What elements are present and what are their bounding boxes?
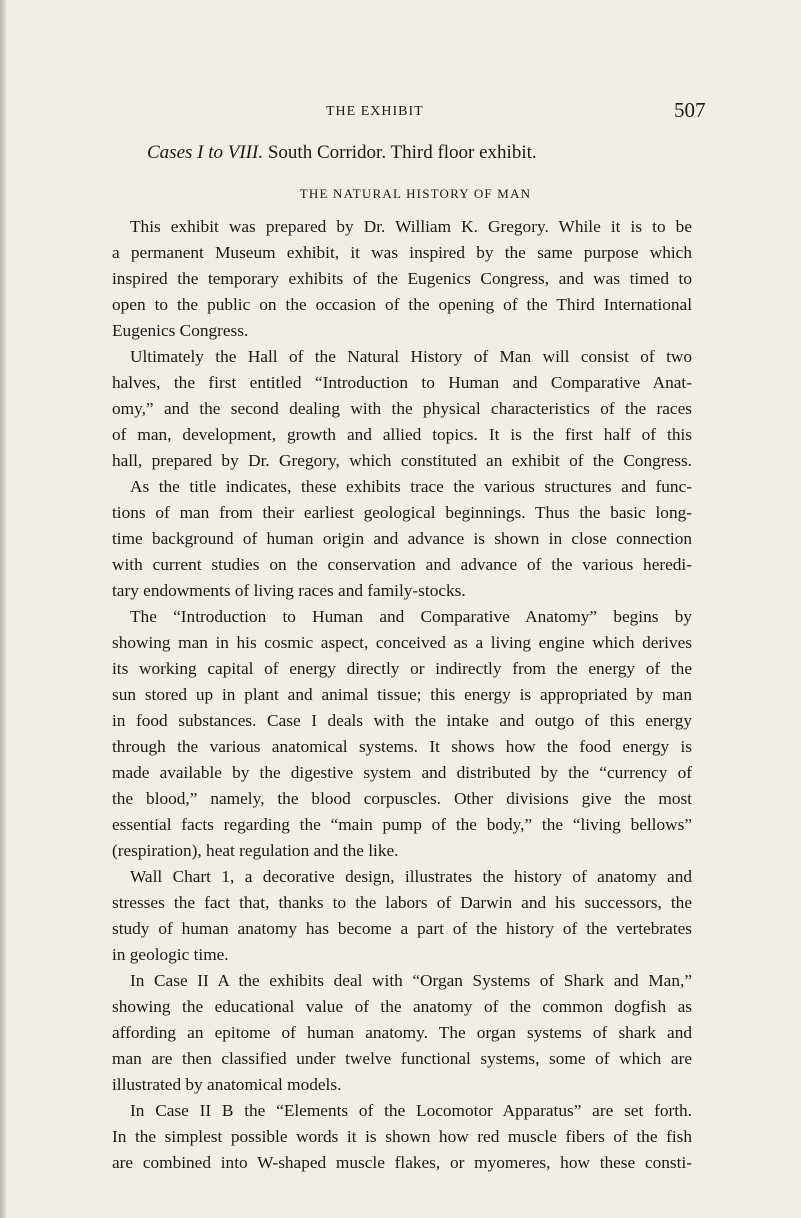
text-line: Wall Chart 1, a decorative design, illustrates the history of anatomy and	[130, 867, 692, 886]
text-line: through the various anatomical systems. It shows how the food energy is	[112, 737, 692, 756]
text-line: with current studies on the conservation and advance of the various heredi-	[112, 555, 692, 574]
page-header	[0, 96, 801, 126]
text-line: The “Introduction to Human and Comparative Anatomy” begins by	[130, 607, 692, 626]
text-line: hall, prepared by Dr. Gregory, which constituted an exhibit of the Congress.	[112, 451, 692, 470]
body-text	[112, 214, 692, 1176]
text-line: essential facts regarding the “main pump of the body,” the “living bellows”	[112, 815, 692, 834]
text-line: man are then classified under twelve functional systems, some of which are	[112, 1049, 692, 1068]
case-heading-rest: South Corridor. Third floor exhibit.	[263, 142, 537, 163]
text-line: Eugenics Congress.	[112, 321, 249, 340]
text-line: the blood,” namely, the blood corpuscles. Other divisions give the most	[112, 789, 692, 808]
section-title: THE NATURAL HISTORY OF MAN	[299, 186, 532, 201]
text-line: in geologic time.	[112, 945, 229, 964]
case-heading	[147, 142, 537, 164]
text-line: Ultimately the Hall of the Natural History of Man will consist of two	[130, 347, 692, 366]
text-line: stresses the fact that, thanks to the labors of Darwin and his successors, the	[112, 893, 692, 912]
text-line: of man, development, growth and allied topics. It is the first half of this	[112, 425, 692, 444]
text-line: halves, the first entitled “Introduction to Human and Comparative Anat-	[112, 373, 692, 392]
text-line: In Case II A the exhibits deal with “Organ Systems of Shark and Man,”	[130, 971, 692, 990]
text-line: open to the public on the occasion of the opening of the Third International	[112, 295, 692, 314]
text-line: a permanent Museum exhibit, it was inspired by the same purpose which	[112, 243, 692, 262]
text-line: tary endowments of living races and family-stocks.	[112, 581, 466, 600]
text-line: omy,” and the second dealing with the physical characteristics of the races	[112, 399, 692, 418]
text-line: time background of human origin and advance is shown in close connection	[112, 529, 692, 548]
text-line: In the simplest possible words it is shown how red muscle fibers of the fish	[112, 1127, 692, 1146]
text-line: its working capital of energy directly or indirectly from the energy of the	[112, 659, 692, 678]
text-line: made available by the digestive system and distributed by the “currency of	[112, 763, 692, 782]
text-line: tions of man from their earliest geological beginnings. Thus the basic long-	[112, 503, 692, 522]
text-line: are combined into W-shaped muscle flakes, or myomeres, how these consti-	[112, 1153, 692, 1172]
page-binding-edge	[0, 0, 6, 1218]
running-head: THE EXHIBIT	[326, 104, 424, 119]
text-line: showing man in his cosmic aspect, conceived as a living engine which derives	[112, 633, 692, 652]
text-line: (respiration), heat regulation and the like.	[112, 841, 399, 860]
text-line: affording an epitome of human anatomy. The organ systems of shark and	[112, 1023, 692, 1042]
text-line: sun stored up in plant and animal tissue; this energy is appropriated by man	[112, 685, 692, 704]
text-line: showing the educational value of the anatomy of the common dogfish as	[112, 997, 692, 1016]
text-line: In Case II B the “Elements of the Locomotor Apparatus” are set forth.	[130, 1101, 692, 1120]
case-heading-italic: Cases I to VIII.	[147, 142, 264, 163]
text-line: in food substances. Case I deals with the intake and outgo of this energy	[112, 711, 692, 730]
text-line: illustrated by anatomical models.	[112, 1075, 342, 1094]
text-line: As the title indicates, these exhibits trace the various structures and func-	[130, 477, 692, 496]
text-line: This exhibit was prepared by Dr. William K. Gregory. While it is to be	[130, 217, 692, 236]
text-line: inspired the temporary exhibits of the Eugenics Congress, and was timed to	[112, 269, 692, 288]
page-number: 507	[674, 98, 706, 122]
text-line: study of human anatomy has become a part of the history of the vertebrates	[112, 919, 692, 938]
